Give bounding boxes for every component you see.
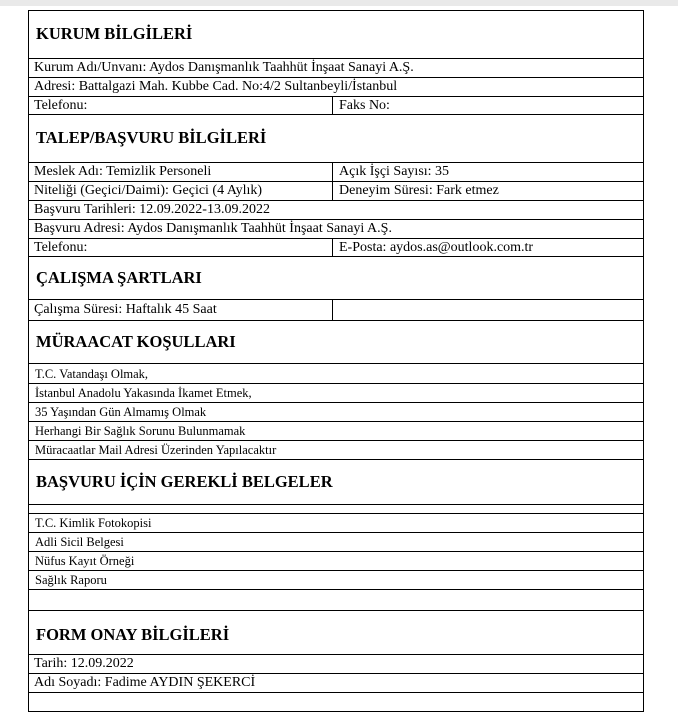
list-item — [29, 552, 643, 571]
muracaat-item: 35 Yaşından Gün Almamış Olmak — [35, 405, 207, 419]
list-item — [29, 403, 643, 422]
onay-tarih: Tarih: 12.09.2022 — [34, 656, 134, 671]
page-top-edge — [0, 0, 678, 6]
talep-row-1 — [29, 163, 643, 182]
muracaat-item: İstanbul Anadolu Yakasında İkamet Etmek, — [35, 386, 252, 400]
section-belgeler-header — [29, 460, 643, 505]
section-muracaat-header — [29, 321, 643, 364]
list-item — [29, 571, 643, 590]
talep-isci-sayisi: Açık İşçi Sayısı: 35 — [339, 164, 450, 179]
kurum-iletisim-row — [29, 97, 643, 115]
talep-adres-row — [29, 220, 643, 239]
talep-row-2 — [29, 182, 643, 201]
muracaat-item: Müracaatlar Mail Adresi Üzerinden Yapılacaktır — [35, 443, 277, 457]
belge-item: Nüfus Kayıt Örneği — [35, 554, 135, 568]
kurum-adres: Adresi: Battalgazi Mah. Kubbe Cad. No:4/2 Sultanbeyli/İstanbul — [34, 79, 398, 94]
list-item — [29, 384, 643, 403]
section-title: MÜRAACAT KOŞULLARI — [36, 332, 236, 351]
talep-eposta: E-Posta: aydos.as@outlook.com.tr — [339, 240, 534, 255]
calisma-saatleri — [333, 300, 643, 320]
section-calisma-header — [29, 257, 643, 300]
talep-deneyim: Deneyim Süresi: Fark etmez — [339, 183, 499, 198]
onay-tarih-row — [29, 655, 643, 674]
section-title: KURUM BİLGİLERİ — [36, 24, 193, 43]
belge-item: T.C. Kimlik Fotokopisi — [35, 516, 152, 530]
calisma-row — [29, 300, 643, 321]
talep-adres: Başvuru Adresi: Aydos Danışmanlık Taahhüt İnşaat Sanayi A.Ş. — [34, 221, 392, 236]
belge-item: Adli Sicil Belgesi — [35, 535, 124, 549]
talep-tarihler-row — [29, 201, 643, 220]
section-kurum-header — [29, 11, 643, 59]
onay-adsoyad: Adı Soyadı: Fadime AYDIN ŞEKERCİ — [34, 675, 256, 690]
talep-tarihler: Başvuru Tarihleri: 12.09.2022-13.09.2022 — [34, 202, 270, 217]
onay-next-row — [29, 693, 643, 712]
belgeler-spacer-bottom — [29, 590, 643, 611]
section-title: TALEP/BAŞVURU BİLGİLERİ — [36, 128, 267, 147]
muracaat-item: T.C. Vatandaşı Olmak, — [35, 367, 149, 381]
list-item — [29, 364, 643, 384]
list-item — [29, 533, 643, 552]
kurum-unvan-row — [29, 59, 643, 78]
talep-nitelik: Niteliği (Geçici/Daimi): Geçici (4 Aylık) — [29, 182, 333, 200]
section-title: BAŞVURU İÇİN GEREKLİ BELGELER — [36, 472, 333, 491]
belge-item: Sağlık Raporu — [35, 573, 107, 587]
section-onay-header — [29, 611, 643, 655]
kurum-adres-row — [29, 78, 643, 97]
kurum-faks: Faks No: — [339, 98, 390, 113]
talep-meslek: Meslek Adı: Temizlik Personeli — [29, 163, 333, 181]
onay-adsoyad-row — [29, 674, 643, 693]
muracaat-item: Herhangi Bir Sağlık Sorunu Bulunmamak — [35, 424, 246, 438]
list-item — [29, 514, 643, 533]
talep-iletisim-row — [29, 239, 643, 257]
onay-next — [29, 693, 643, 711]
kurum-unvan: Kurum Adı/Unvanı: Aydos Danışmanlık Taahhüt İnşaat Sanayi A.Ş. — [34, 60, 414, 75]
talep-telefon: Telefonu: — [29, 239, 333, 256]
application-form — [28, 10, 644, 712]
section-title: FORM ONAY BİLGİLERİ — [36, 625, 230, 644]
list-item — [29, 422, 643, 441]
kurum-telefon: Telefonu: — [29, 97, 333, 114]
section-title: ÇALIŞMA ŞARTLARI — [36, 268, 202, 287]
belgeler-spacer — [29, 505, 643, 514]
calisma-sure: Çalışma Süresi: Haftalık 45 Saat — [29, 300, 333, 320]
list-item — [29, 441, 643, 460]
section-talep-header — [29, 115, 643, 163]
